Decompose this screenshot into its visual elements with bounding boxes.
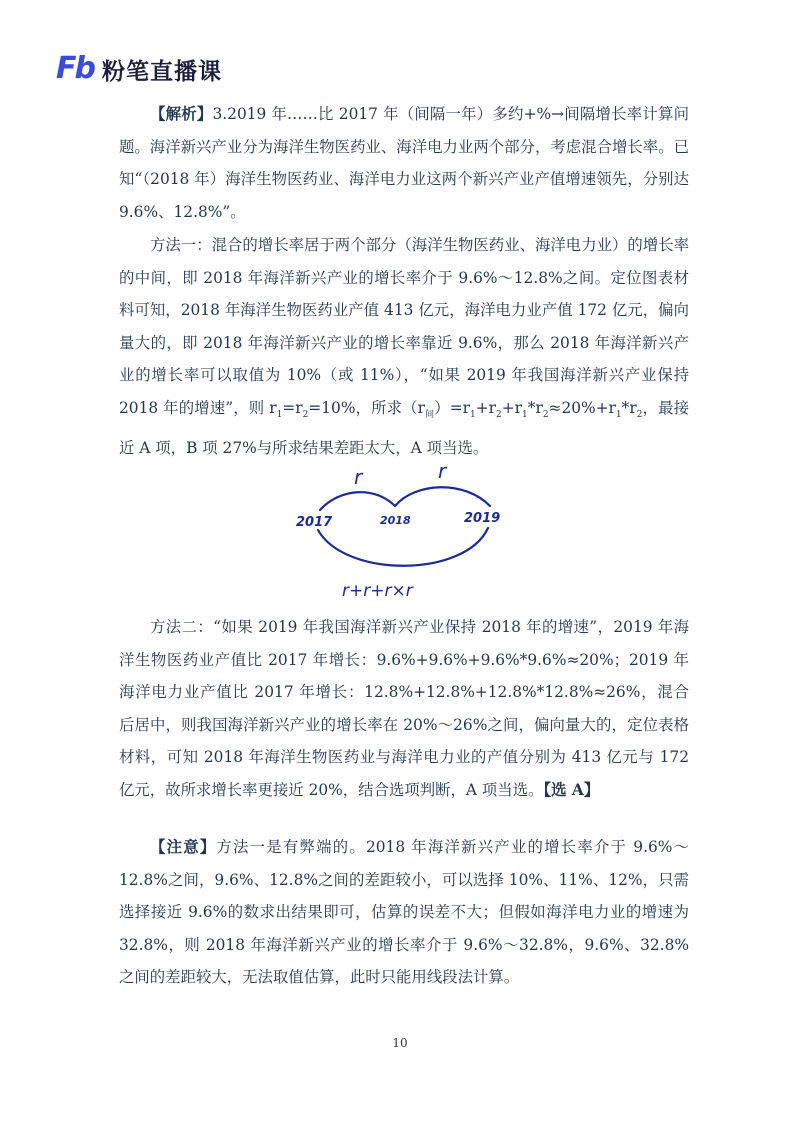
year-2017-label: 2017 xyxy=(296,515,333,530)
rate-label-right: r xyxy=(438,460,447,483)
subscript: 间 xyxy=(425,410,435,421)
subscript: 2 xyxy=(542,410,549,421)
analysis-paragraph xyxy=(119,98,689,228)
subscript: 2 xyxy=(496,410,502,421)
subscript: 1 xyxy=(522,410,528,421)
method-two-paragraph xyxy=(119,611,689,807)
sketch-labels xyxy=(296,460,500,600)
brand-logo xyxy=(56,52,222,86)
analysis-text: 3.2019 年……比 2017 年（间隔一年）多约+%→间隔增长率计算问题。海洋新兴产业分为海洋生物医药业、海洋电力业两个部分，考虑混合增长率。已知“（2018 年）海洋生物医药业、海洋电力业这两个新兴产业产值增速领先，分别达 9.6%、12.8%”。 xyxy=(119,105,689,221)
method-one-plus: +r xyxy=(475,398,497,417)
brand-name: 粉笔直播课 xyxy=(101,58,222,85)
fb-logo-icon: Fb xyxy=(56,51,94,86)
note-section xyxy=(119,831,689,994)
method-one-text-b: =10%，所求（r xyxy=(308,398,425,417)
note-paragraph xyxy=(119,831,689,994)
method-one-text-c: ）=r xyxy=(434,398,471,417)
note-text: 方法一是有弊端的。2018 年海洋新兴产业的增长率介于 9.6%～12.8%之间，9.6%、12.8%之间的差距较小，可以选择 10%、11%、12%，只需选择接近 9.6%的数求出结果即可，估算的误差不大；但假如海洋电力业的增速为 32.8%，则 2018 年海洋新兴产业的增长率介于 9.6%～32.8%，9.6%、32.8%之间的差距较大，无法取值估算，此时只能用线段法计算。 xyxy=(119,838,689,987)
method-one-text-a: 方法一：混合的增长率居于两个部分（海洋生物医药业、海洋电力业）的增长率的中间，即 2018 年海洋新兴产业的增长率介于 9.6%～12.8%之间。定位图表材料可知，2018 年海洋生物医药业产值 413 亿元，海洋电力业产值 172 亿元，偏向量大的，即 2018 年海洋新兴产业的增长率靠近 9.6%，那么 2018 年海洋新兴产业的增长率可以取值为 10%（或 11%），“如果 2019 年我国海洋新兴产业保持 2018 年的增速”，则 r xyxy=(119,236,689,417)
method-one-approx: ≈20%+r xyxy=(548,398,616,417)
method-one-star: *r xyxy=(527,398,543,417)
note-tag: 【注意】 xyxy=(150,838,217,856)
arc-2018-2019 xyxy=(395,487,490,506)
handwritten-interval-sketch xyxy=(290,460,510,600)
sum-formula-label: r+r+r×r xyxy=(342,581,413,600)
method-one-eq: =r xyxy=(282,398,303,417)
subscript: 2 xyxy=(302,410,309,421)
page-number: 10 xyxy=(392,1036,408,1050)
method-one-paragraph xyxy=(119,229,689,464)
analysis-section xyxy=(119,98,689,228)
subscript: 1 xyxy=(276,410,283,421)
method-one-text-d: ，最接近 A 项，B 项 27%与所求结果差距太大，A 项当选。 xyxy=(119,398,689,457)
method-one-star: *r xyxy=(621,398,637,417)
subscript: 2 xyxy=(636,410,643,421)
subscript: 1 xyxy=(470,410,476,421)
answer-tag: 【选 A】 xyxy=(543,780,600,799)
arc-2017-2018 xyxy=(320,492,395,510)
rate-label-left: r xyxy=(354,465,363,489)
arc-2017-2019 xyxy=(318,528,488,566)
subscript: 1 xyxy=(615,410,622,421)
analysis-tag: 【解析】 xyxy=(150,105,213,123)
method-one-section xyxy=(119,229,689,464)
year-2019-label: 2019 xyxy=(464,511,501,526)
method-two-text: 方法二：“如果 2019 年我国海洋新兴产业保持 2018 年的增速”，2019 年海洋生物医药业产值比 2017 年增长：9.6%+9.6%+9.6%*9.6%≈20%；2019 年海洋电力业产值比 2017 年增长：12.8%+12.8%+12.8%*12.8%≈26%，混合后居中，则我国海洋新兴产业的增长率在 20%～26%之间，偏向量大的，定位表格材料，可知 2018 年海洋生物医药业与海洋电力业的产值分别为 413 亿元与 172 亿元，故所求增长率更接近 20%，结合选项判断，A 项当选。 xyxy=(119,618,689,799)
method-one-plus: +r xyxy=(501,398,523,417)
year-2018-label: 2018 xyxy=(380,514,411,527)
method-two-section xyxy=(119,611,689,807)
